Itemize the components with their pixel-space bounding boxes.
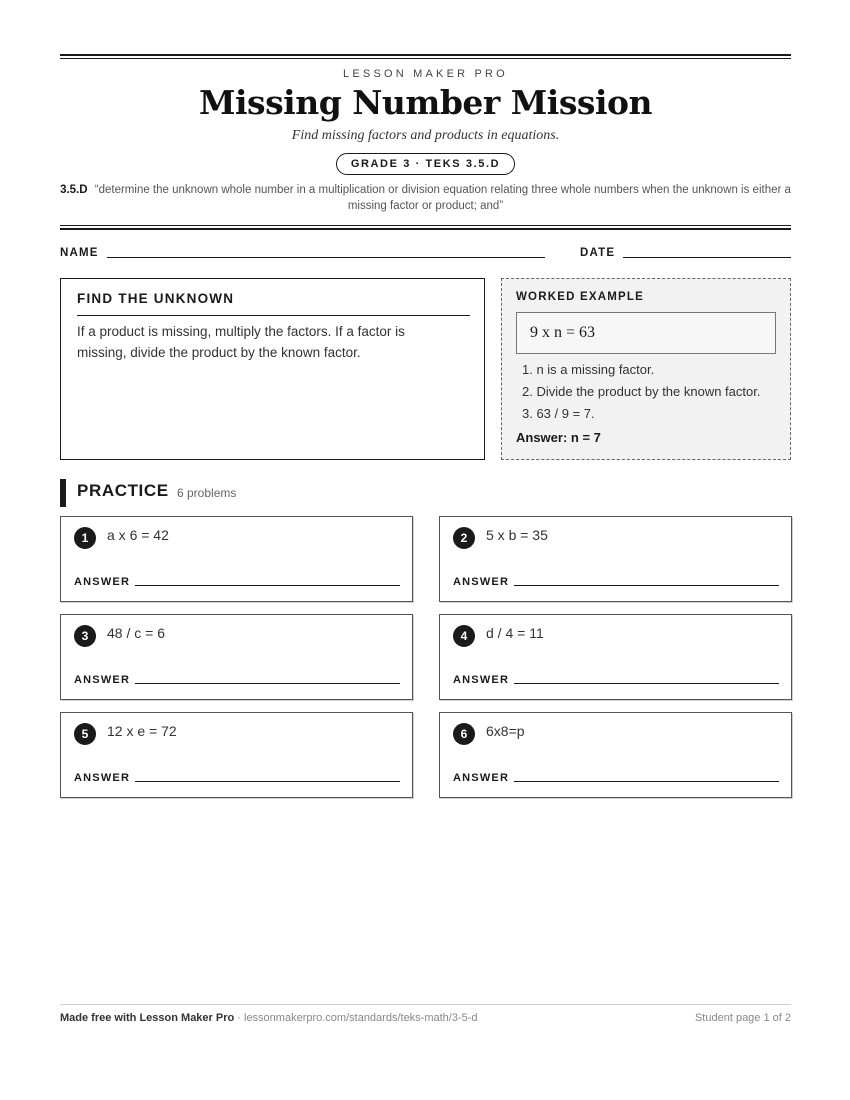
- problem-card-3: [60, 614, 413, 700]
- worked-example-step: 1. n is a missing factor.: [522, 362, 655, 377]
- problem-card-1: [60, 516, 413, 602]
- worked-example-answer: Answer: n = 7: [516, 430, 601, 445]
- standard-description: [60, 182, 791, 214]
- practice-accent-bar: [60, 479, 66, 507]
- worked-example-title: WORKED EXAMPLE: [516, 291, 644, 303]
- problem-equation: 12 x e = 72: [107, 723, 177, 739]
- problem-equation: d / 4 = 11: [486, 625, 544, 641]
- standard-code: 3.5.D: [60, 184, 88, 196]
- problem-card-5: [60, 712, 413, 798]
- page-subtitle: Find missing factors and products in equations.: [291, 128, 560, 143]
- answer-label: ANSWER: [453, 576, 510, 588]
- problem-card-2: [439, 516, 792, 602]
- answer-label: ANSWER: [74, 772, 131, 784]
- answer-line[interactable]: [514, 683, 779, 684]
- answer-label: ANSWER: [74, 576, 131, 588]
- footer-rule: [60, 1004, 791, 1005]
- date-label: DATE: [580, 247, 616, 259]
- practice-title: PRACTICE: [77, 481, 169, 500]
- problem-number-badge: 2: [453, 527, 475, 549]
- answer-label: ANSWER: [453, 772, 510, 784]
- problem-equation: 5 x b = 35: [486, 527, 548, 543]
- footer-url[interactable]: · lessonmakerpro.com/standards/teks-math/3-5-d: [234, 1012, 478, 1024]
- footer-made-with: Made free with Lesson Maker Pro: [60, 1012, 235, 1024]
- problem-equation: 6x8=p: [486, 723, 525, 739]
- header-rule: [60, 58, 791, 59]
- worked-example-equation: 9 x n = 63: [530, 324, 596, 341]
- footer-page-number: Student page 1 of 2: [694, 1012, 791, 1024]
- page-title: Missing Number Mission: [198, 83, 653, 122]
- practice-count: 6 problems: [177, 486, 237, 500]
- date-field-line[interactable]: [623, 257, 791, 258]
- problem-number-badge: 3: [74, 625, 96, 647]
- find-unknown-box: [60, 278, 485, 460]
- name-label: NAME: [60, 247, 99, 259]
- answer-line[interactable]: [514, 585, 779, 586]
- header-rule: [60, 225, 791, 226]
- problem-number-badge: 1: [74, 527, 96, 549]
- find-unknown-divider: [77, 315, 470, 316]
- answer-line[interactable]: [135, 683, 400, 684]
- find-unknown-title: FIND THE UNKNOWN: [77, 291, 235, 306]
- problem-number-badge: 4: [453, 625, 475, 647]
- header-rule: [60, 228, 791, 230]
- standard-text: “determine the unknown whole number in a multiplication or division equation relating three whole numbers when the unknown is either a missing factor or product; and”: [94, 184, 791, 212]
- header-rule: [60, 54, 791, 56]
- worked-example-step: 2. Divide the product by the known factor.: [522, 384, 761, 399]
- problem-number-badge: 5: [74, 723, 96, 745]
- problem-equation: 48 / c = 6: [107, 625, 165, 641]
- answer-line[interactable]: [135, 781, 400, 782]
- grade-badge-wrap: [60, 153, 791, 175]
- find-unknown-text: If a product is missing, multiply the factors. If a factor is missing, divide the product by the known factor.: [77, 324, 405, 360]
- answer-label: ANSWER: [453, 674, 510, 686]
- footer-credit: [60, 1012, 478, 1024]
- problem-number-badge: 6: [453, 723, 475, 745]
- problem-card-6: [439, 712, 792, 798]
- problem-card-4: [439, 614, 792, 700]
- brand-name: LESSON MAKER PRO: [343, 68, 508, 80]
- answer-label: ANSWER: [74, 674, 131, 686]
- answer-line[interactable]: [135, 585, 400, 586]
- answer-line[interactable]: [514, 781, 779, 782]
- problem-equation: a x 6 = 42: [107, 527, 169, 543]
- name-field-line[interactable]: [107, 257, 545, 258]
- worked-example-step: 3. 63 / 9 = 7.: [522, 406, 595, 421]
- worked-example-box: [501, 278, 791, 460]
- worksheet-page: [60, 0, 791, 1100]
- grade-badge: GRADE 3 · TEKS 3.5.D: [336, 153, 515, 175]
- worked-example-equation-box: [516, 312, 776, 354]
